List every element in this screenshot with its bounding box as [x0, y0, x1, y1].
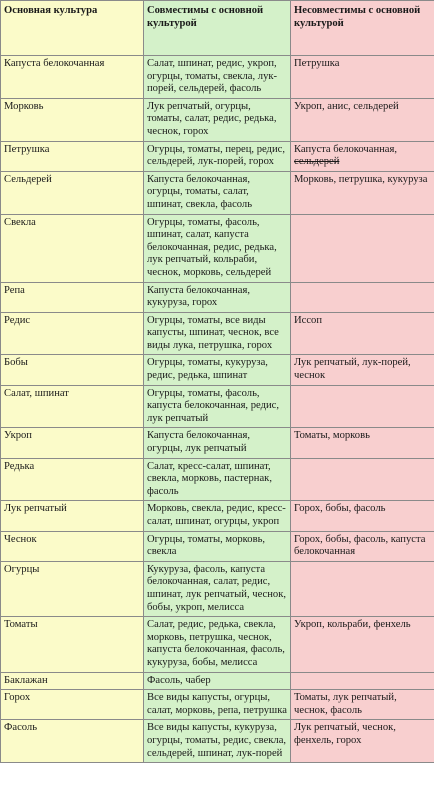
compatible-cell: Огурцы, томаты, перец, редис, сельдерей, лук-порей, горох — [144, 141, 291, 171]
incompatible-cell: Горох, бобы, фасоль, капуста белокочанная — [291, 531, 434, 561]
main-crop-cell: Лук репчатый — [1, 501, 144, 531]
table-row — [1, 312, 434, 355]
main-crop-cell: Редис — [1, 312, 144, 355]
compatible-cell: Салат, шпинат, редис, укроп, огурцы, томаты, свекла, лук-порей, сельдерей, фасоль — [144, 56, 291, 99]
compatible-cell: Огурцы, томаты, фасоль, капуста белокочанная, редис, лук репчатый — [144, 385, 291, 428]
incompatible-cell: Томаты, лук репчатый, чеснок, фасоль — [291, 690, 434, 720]
main-crop-cell: Редька — [1, 458, 144, 501]
table-row — [1, 141, 434, 171]
compatible-cell: Морковь, свекла, редис, кресс-салат, шпинат, огурцы, укроп — [144, 501, 291, 531]
table-row — [1, 720, 434, 763]
table-row — [1, 428, 434, 458]
header-incompatible: Несовместимы с основной культурой — [291, 1, 434, 56]
compatible-cell: Огурцы, томаты, кукуруза, редис, редька, шпинат — [144, 355, 291, 385]
table-row — [1, 672, 434, 690]
table-row — [1, 690, 434, 720]
header-compatible: Совместимы с основной культурой — [144, 1, 291, 56]
incompatible-cell — [291, 282, 434, 312]
table-row — [1, 561, 434, 616]
table-row — [1, 501, 434, 531]
incompatible-cell — [291, 458, 434, 501]
table-row — [1, 355, 434, 385]
header-main-crop: Основная культура — [1, 1, 144, 56]
main-crop-cell: Репа — [1, 282, 144, 312]
table-row — [1, 98, 434, 141]
compatible-cell: Салат, редис, редька, свекла, морковь, петрушка, чеснок, капуста белокочанная, фасоль, кукуруза, бобы, мелисса — [144, 617, 291, 672]
main-crop-cell: Свекла — [1, 214, 144, 282]
header-row — [1, 1, 434, 56]
main-crop-cell: Фасоль — [1, 720, 144, 763]
incompatible-cell: Укроп, кольраби, фенхель — [291, 617, 434, 672]
compatible-cell: Все виды капусты, огурцы, салат, морковь, репа, петрушка — [144, 690, 291, 720]
main-crop-cell: Салат, шпинат — [1, 385, 144, 428]
table-body — [1, 56, 434, 763]
compatible-cell: Салат, кресс-салат, шпинат, свекла, морковь, пастернак, фасоль — [144, 458, 291, 501]
incompatible-text: Капуста белокочанная, — [294, 143, 398, 155]
compatible-cell: Капуста белокочанная, кукуруза, горох — [144, 282, 291, 312]
table-row — [1, 56, 434, 99]
struck-text: сельдерей — [294, 156, 340, 168]
main-crop-cell: Капуста белокочанная — [1, 56, 144, 99]
table-row — [1, 385, 434, 428]
compatible-cell: Лук репчатый, огурцы, томаты, салат, редис, редька, чеснок, горох — [144, 98, 291, 141]
incompatible-cell — [291, 214, 434, 282]
main-crop-cell: Петрушка — [1, 141, 144, 171]
incompatible-cell: Лук репчатый, лук-порей, чеснок — [291, 355, 434, 385]
incompatible-cell: Петрушка — [291, 56, 434, 99]
compatible-cell: Кукуруза, фасоль, капуста белокочанная, салат, редис, шпинат, лук репчатый, чеснок, бобы, укроп, мелисса — [144, 561, 291, 616]
main-crop-cell: Укроп — [1, 428, 144, 458]
main-crop-cell: Морковь — [1, 98, 144, 141]
incompatible-cell: Иссоп — [291, 312, 434, 355]
incompatible-cell — [291, 672, 434, 690]
incompatible-cell — [291, 141, 434, 171]
table-row — [1, 458, 434, 501]
main-crop-cell: Сельдерей — [1, 171, 144, 214]
compatible-cell: Фасоль, чабер — [144, 672, 291, 690]
table-row — [1, 214, 434, 282]
incompatible-cell: Лук репчатый, чеснок, фенхель, горох — [291, 720, 434, 763]
incompatible-cell — [291, 385, 434, 428]
compatible-cell: Огурцы, томаты, все виды капусты, шпинат, чеснок, все виды лука, петрушка, горох — [144, 312, 291, 355]
main-crop-cell: Огурцы — [1, 561, 144, 616]
compatible-cell: Огурцы, томаты, морковь, свекла — [144, 531, 291, 561]
table-row — [1, 617, 434, 672]
compatible-cell: Капуста белокочанная, огурцы, томаты, салат, шпинат, свекла, фасоль — [144, 171, 291, 214]
table-row — [1, 531, 434, 561]
main-crop-cell: Томаты — [1, 617, 144, 672]
incompatible-cell: Морковь, петрушка, кукуруза — [291, 171, 434, 214]
main-crop-cell: Бобы — [1, 355, 144, 385]
main-crop-cell: Баклажан — [1, 672, 144, 690]
incompatible-cell: Томаты, морковь — [291, 428, 434, 458]
main-crop-cell: Чеснок — [1, 531, 144, 561]
table-row — [1, 282, 434, 312]
compatible-cell: Все виды капусты, кукуруза, огурцы, томаты, редис, свекла, сельдерей, шпинат, лук-порей — [144, 720, 291, 763]
main-crop-cell: Горох — [1, 690, 144, 720]
incompatible-cell: Укроп, анис, сельдерей — [291, 98, 434, 141]
table-row — [1, 171, 434, 214]
compatible-cell: Капуста белокочанная, огурцы, лук репчатый — [144, 428, 291, 458]
incompatible-cell — [291, 561, 434, 616]
incompatible-cell: Горох, бобы, фасоль — [291, 501, 434, 531]
compatible-cell: Огурцы, томаты, фасоль, шпинат, салат, капуста белокочанная, редис, редька, лук репчатый, кольраби, чеснок, морковь, сельдерей — [144, 214, 291, 282]
